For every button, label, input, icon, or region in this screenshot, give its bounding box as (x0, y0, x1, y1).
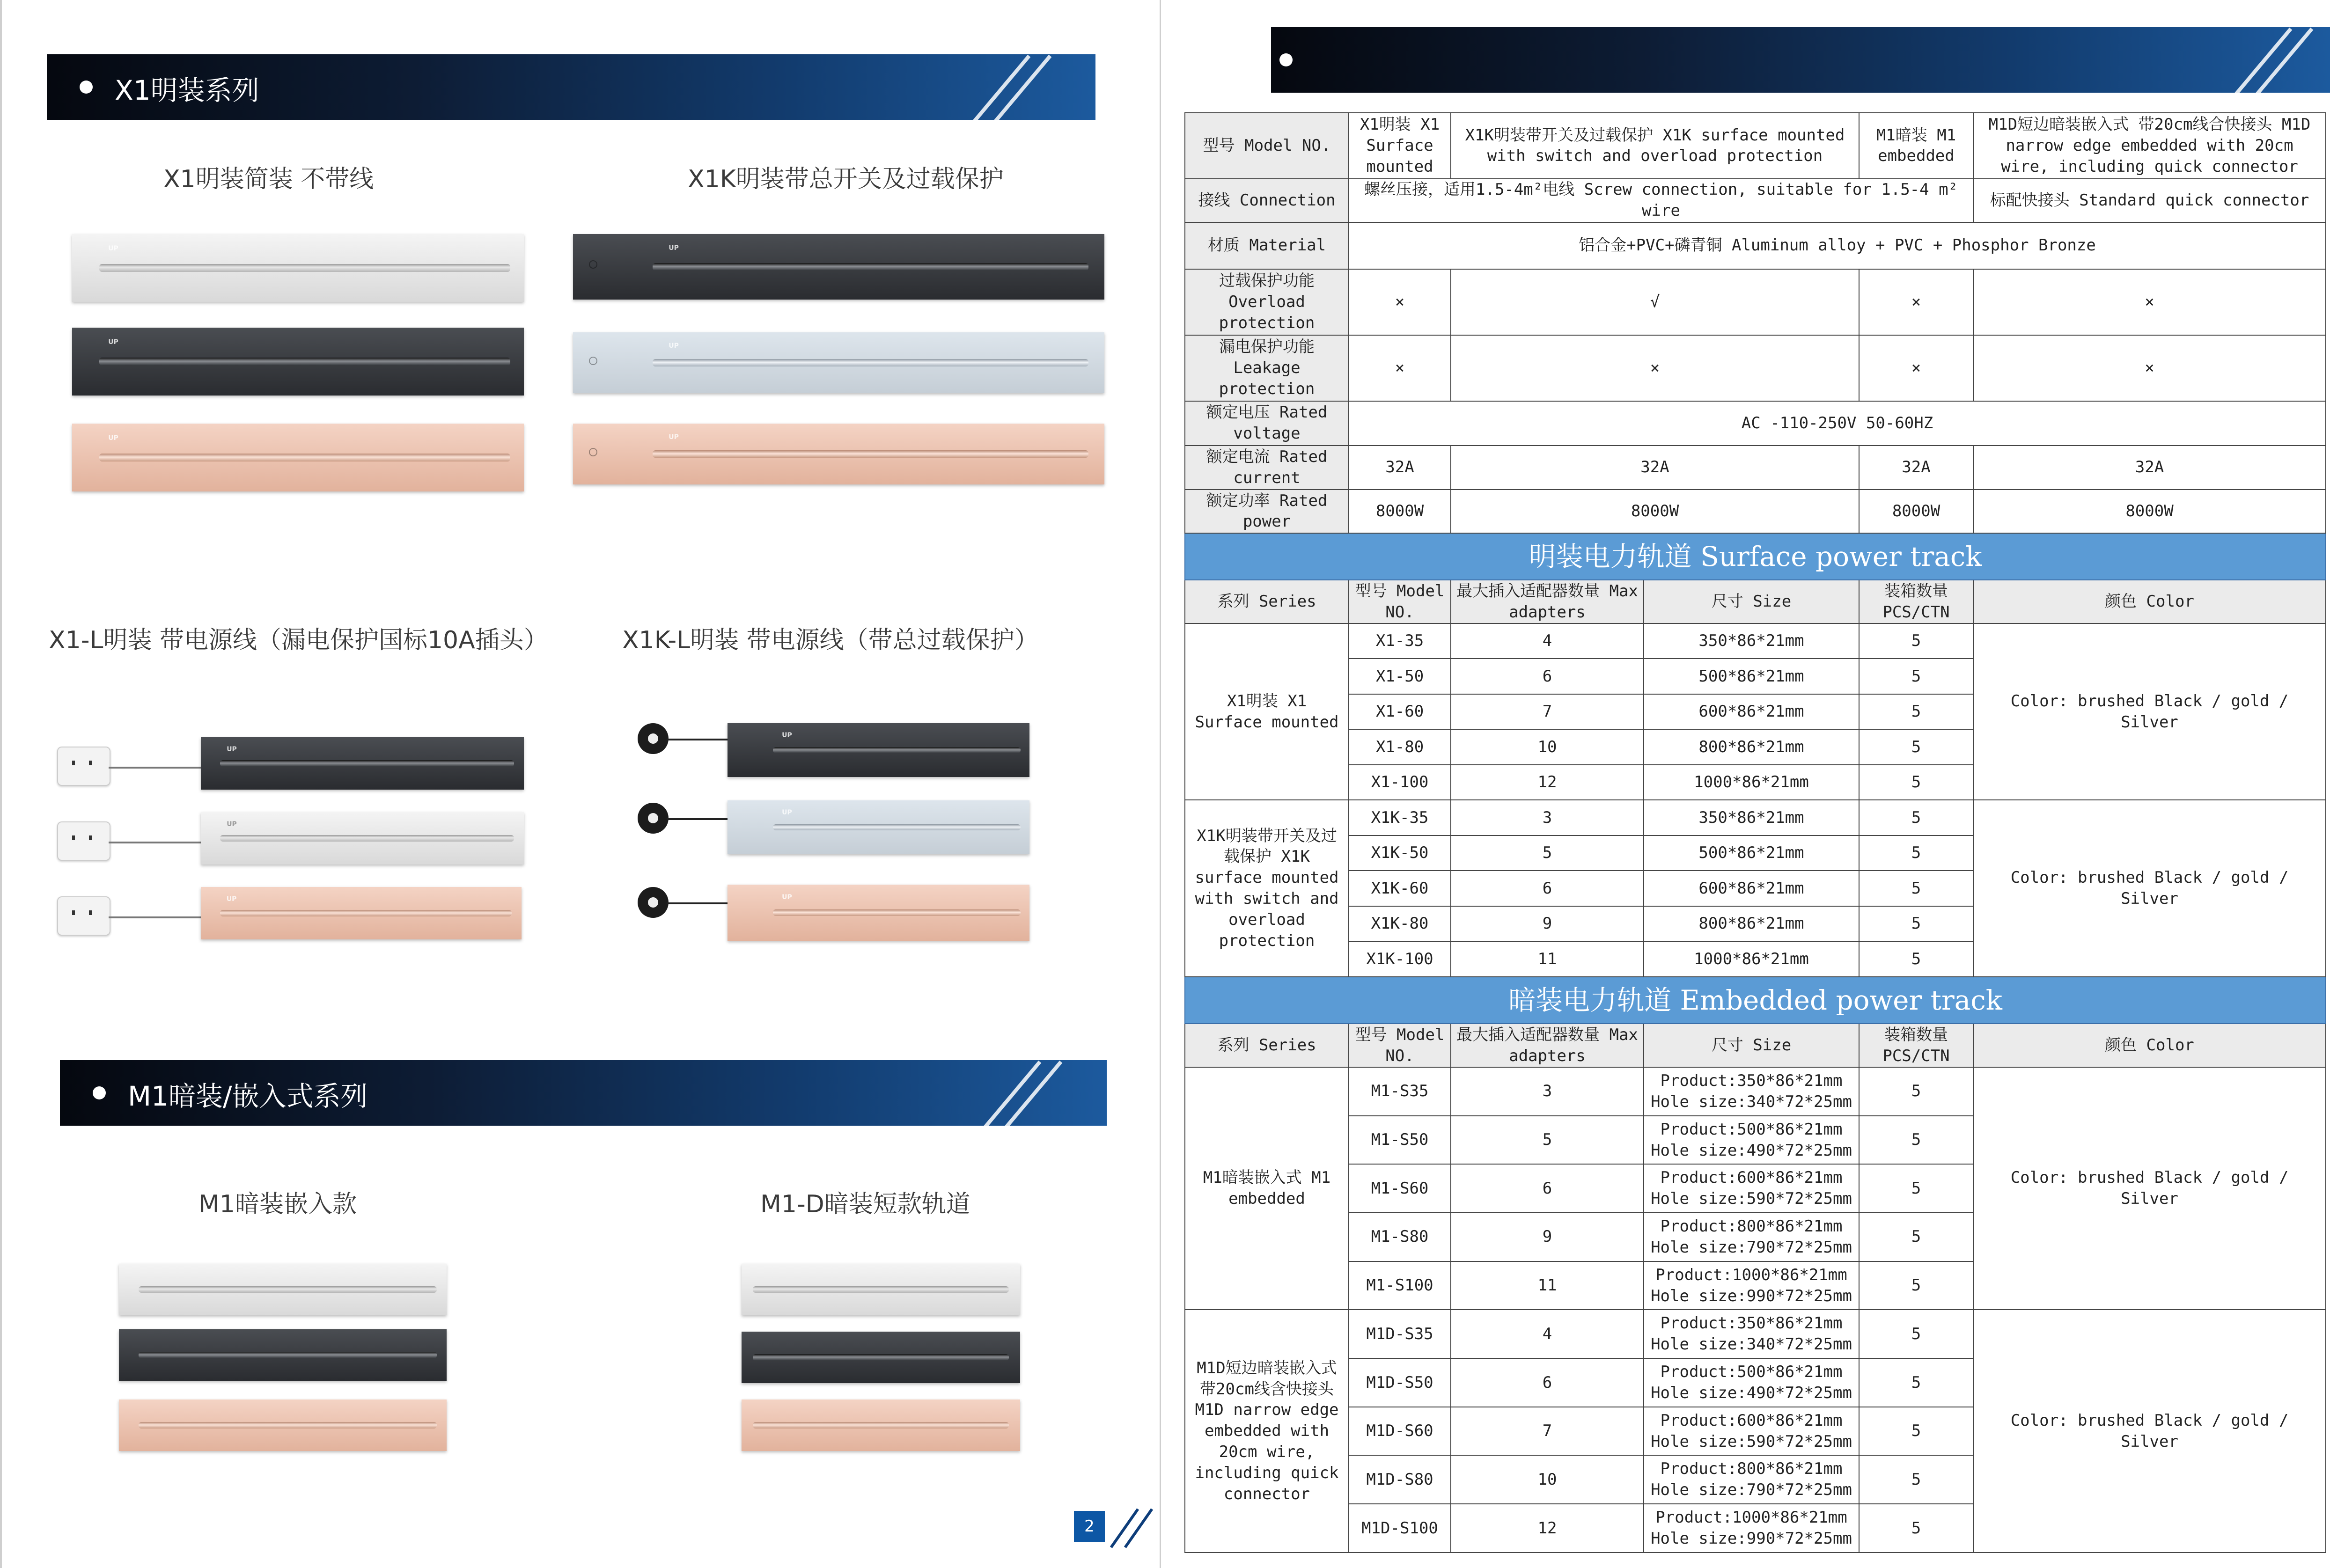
model-cell: X1-80 (1349, 729, 1451, 764)
model-cell: X1K-80 (1349, 906, 1451, 941)
model-cell: X1-35 (1349, 623, 1451, 659)
embedded-section-title: 暗装电力轨道 Embedded power track (1185, 977, 2326, 1024)
color-cell: Color: brushed Black / gold / Silver (1973, 623, 2326, 800)
max-cell: 10 (1451, 1455, 1644, 1504)
col-model: 型号 Model NO. (1349, 1024, 1451, 1067)
pcs-cell: 5 (1859, 729, 1973, 764)
material-value: 铝合金+PVC+磷青铜 Aluminum alloy + PVC + Phosphor Bronze (1349, 222, 2326, 270)
size-cell: 800*86*21mm (1644, 906, 1859, 941)
product-image-m1-black (119, 1329, 447, 1381)
product-image-m1d-black (742, 1332, 1020, 1383)
power-m1d: 8000W (1973, 490, 2326, 533)
hole-size: Hole size:340*72*25mm (1651, 1335, 1852, 1354)
spec-table (1184, 112, 2326, 1553)
overload-m1: × (1859, 269, 1973, 335)
col-size: 尺寸 Size (1644, 580, 1859, 623)
product-size: Product:600*86*21mm (1660, 1168, 1843, 1187)
current-m1d: 32A (1973, 446, 2326, 490)
size-cell: 600*86*21mm (1644, 694, 1859, 729)
pcs-cell: 5 (1859, 1067, 1973, 1116)
product-image-x1kl-silver: UP (728, 800, 1029, 854)
max-cell: 12 (1451, 765, 1644, 800)
m1-column-header: M1暗装 M1 embedded (1859, 113, 1973, 179)
model-cell: M1D-S100 (1349, 1504, 1451, 1553)
current-m1: 32A (1859, 446, 1973, 490)
hole-size: Hole size:340*72*25mm (1651, 1092, 1852, 1111)
current-label: 额定电流 Rated current (1185, 446, 1349, 490)
product-image-x1-gold: UP (72, 424, 524, 491)
max-cell: 4 (1451, 623, 1644, 659)
color-cell: Color: brushed Black / gold / Silver (1973, 1310, 2326, 1553)
col-size: 尺寸 Size (1644, 1024, 1859, 1067)
round-plug-icon (638, 887, 669, 918)
pcs-cell: 5 (1859, 1164, 1973, 1213)
max-cell: 5 (1451, 835, 1644, 871)
hole-size: Hole size:590*72*25mm (1651, 1189, 1852, 1209)
product-size: Product:600*86*21mm (1660, 1411, 1843, 1430)
model-cell: M1-S35 (1349, 1067, 1451, 1116)
max-cell: 9 (1451, 906, 1644, 941)
max-cell: 11 (1451, 941, 1644, 976)
product-image-x1l-black: UP (201, 737, 524, 790)
model-cell: X1-100 (1349, 765, 1451, 800)
product-image-x1l-gold: UP (201, 887, 522, 939)
power-m1: 8000W (1859, 490, 1973, 533)
size-cell (1644, 1310, 1859, 1358)
product-image-x1-silver: UP (72, 234, 524, 302)
series-cell: M1暗装嵌入式 M1 embedded (1185, 1067, 1349, 1310)
product-image-m1d-gold (742, 1399, 1020, 1451)
product-size: Product:1000*86*21mm (1655, 1265, 1847, 1284)
leakage-label: 漏电保护功能 Leakage protection (1185, 335, 1349, 401)
m1-series-banner (60, 1060, 1107, 1126)
pcs-cell: 5 (1859, 659, 1973, 694)
caption-m1d: M1-D暗装短款轨道 (760, 1190, 970, 1218)
pcs-cell: 5 (1859, 694, 1973, 729)
m1-series-title: M1暗装/嵌入式系列 (128, 1080, 368, 1112)
size-cell: 800*86*21mm (1644, 729, 1859, 764)
round-plug-icon (638, 723, 669, 754)
overload-x1: × (1349, 269, 1451, 335)
product-size: Product:350*86*21mm (1660, 1314, 1843, 1333)
bullet-icon (93, 1086, 106, 1099)
max-cell: 4 (1451, 1310, 1644, 1358)
max-cell: 6 (1451, 871, 1644, 906)
spec-banner (1271, 27, 2330, 93)
hole-size: Hole size:790*72*25mm (1651, 1480, 1852, 1500)
overload-label: 过载保护功能 Overload protection (1185, 269, 1349, 335)
hole-size: Hole size:590*72*25mm (1651, 1432, 1852, 1451)
product-image-x1k-gold: UP (573, 424, 1104, 484)
max-cell: 6 (1451, 1358, 1644, 1407)
size-cell: 500*86*21mm (1644, 659, 1859, 694)
max-cell: 7 (1451, 694, 1644, 729)
caption-x1k: X1K明装带总开关及过载保护 (688, 165, 1004, 193)
voltage-value: AC -110-250V 50-60HZ (1349, 401, 2326, 446)
series-cell: X1K明装带开关及过载保护 X1K surface mounted with switch and overload protection (1185, 800, 1349, 976)
size-cell: 1000*86*21mm (1644, 765, 1859, 800)
m1d-column-header: M1D短边暗装嵌入式 带20cm线合快接头 M1D narrow edge embedded with 20cm wire, including quick connector (1973, 113, 2326, 179)
series-cell: X1明装 X1 Surface mounted (1185, 623, 1349, 800)
pcs-cell: 5 (1859, 1310, 1973, 1358)
x1-column-header: X1明装 X1 Surface mounted (1349, 113, 1451, 179)
leakage-x1k: × (1451, 335, 1859, 401)
size-cell (1644, 1261, 1859, 1310)
model-cell: M1-S50 (1349, 1116, 1451, 1165)
color-cell: Color: brushed Black / gold / Silver (1973, 800, 2326, 976)
col-color: 颜色 Color (1973, 580, 2326, 623)
caption-m1: M1暗装嵌入款 (198, 1190, 357, 1218)
bullet-icon (1279, 53, 1293, 66)
product-image-x1kl-black: UP (728, 723, 1029, 777)
caption-x1: X1明装简装 不带线 (163, 165, 374, 193)
overload-m1d: × (1973, 269, 2326, 335)
power-label: 额定功率 Rated power (1185, 490, 1349, 533)
leakage-m1: × (1859, 335, 1973, 401)
model-cell: M1-S100 (1349, 1261, 1451, 1310)
model-cell: X1K-60 (1349, 871, 1451, 906)
pcs-cell: 5 (1859, 835, 1973, 871)
pcs-cell: 5 (1859, 941, 1973, 976)
model-cell: X1-50 (1349, 659, 1451, 694)
hole-size: Hole size:990*72*25mm (1651, 1529, 1852, 1548)
page-number: 2 (1074, 1511, 1105, 1542)
size-cell (1644, 1164, 1859, 1213)
size-cell (1644, 1116, 1859, 1165)
x1-series-title: X1明装系列 (115, 74, 259, 106)
col-pcs: 装箱数量 PCS/CTN (1859, 580, 1973, 623)
product-size: Product:800*86*21mm (1660, 1459, 1843, 1479)
max-cell: 12 (1451, 1504, 1644, 1553)
model-cell: M1D-S80 (1349, 1455, 1451, 1504)
model-cell: M1-S80 (1349, 1213, 1451, 1261)
connection-screw: 螺丝压接，适用1.5-4m²电线 Screw connection, suitable for 1.5-4 m² wire (1349, 179, 1973, 222)
max-cell: 6 (1451, 659, 1644, 694)
size-cell: 1000*86*21mm (1644, 941, 1859, 976)
pcs-cell: 5 (1859, 623, 1973, 659)
product-image-x1k-silver: UP (573, 332, 1104, 393)
col-pcs: 装箱数量 PCS/CTN (1859, 1024, 1973, 1067)
product-image-m1d-silver (742, 1264, 1020, 1315)
leakage-m1d: × (1973, 335, 2326, 401)
hole-size: Hole size:790*72*25mm (1651, 1238, 1852, 1257)
max-cell: 5 (1451, 1116, 1644, 1165)
product-image-x1kl-gold: UP (728, 885, 1029, 941)
plug-icon (57, 896, 110, 936)
pcs-cell: 5 (1859, 1358, 1973, 1407)
product-image-x1k-black: UP (573, 234, 1104, 300)
product-image-m1-gold (119, 1399, 447, 1451)
product-image-x1l-silver: UP (201, 812, 524, 865)
round-plug-icon (638, 803, 669, 834)
size-cell (1644, 1504, 1859, 1553)
model-cell: M1D-S60 (1349, 1407, 1451, 1456)
hole-size: Hole size:490*72*25mm (1651, 1383, 1852, 1402)
pcs-cell: 5 (1859, 1407, 1973, 1456)
power-x1k: 8000W (1451, 490, 1859, 533)
pcs-cell: 5 (1859, 1116, 1973, 1165)
leakage-x1: × (1349, 335, 1451, 401)
col-series: 系列 Series (1185, 580, 1349, 623)
size-cell (1644, 1358, 1859, 1407)
model-no-label: 型号 Model NO. (1185, 113, 1349, 179)
hole-size: Hole size:490*72*25mm (1651, 1141, 1852, 1160)
model-cell: M1D-S35 (1349, 1310, 1451, 1358)
caption-x1l: X1-L明装 带电源线（漏电保护国标10A插头） (49, 626, 548, 654)
model-cell: X1K-50 (1349, 835, 1451, 871)
model-cell: X1-60 (1349, 694, 1451, 729)
model-cell: M1D-S50 (1349, 1358, 1451, 1407)
col-max-adapters: 最大插入适配器数量 Max adapters (1451, 1024, 1644, 1067)
surface-section-title: 明装电力轨道 Surface power track (1185, 533, 2326, 580)
model-cell: X1K-100 (1349, 941, 1451, 976)
product-size: Product:350*86*21mm (1660, 1071, 1843, 1091)
caption-x1kl: X1K-L明装 带电源线（带总过载保护） (622, 626, 1039, 654)
size-cell (1644, 1455, 1859, 1504)
model-cell: M1-S60 (1349, 1164, 1451, 1213)
pcs-cell: 5 (1859, 1261, 1973, 1310)
max-cell: 3 (1451, 800, 1644, 835)
max-cell: 3 (1451, 1067, 1644, 1116)
pcs-cell: 5 (1859, 800, 1973, 835)
size-cell (1644, 1213, 1859, 1261)
product-size: Product:500*86*21mm (1660, 1363, 1843, 1382)
color-cell: Color: brushed Black / gold / Silver (1973, 1067, 2326, 1310)
pcs-cell: 5 (1859, 1504, 1973, 1553)
pcs-cell: 5 (1859, 765, 1973, 800)
max-cell: 11 (1451, 1261, 1644, 1310)
pcs-cell: 5 (1859, 871, 1973, 906)
pcs-cell: 5 (1859, 906, 1973, 941)
x1k-column-header: X1K明装带开关及过载保护 X1K surface mounted with switch and overload protection (1451, 113, 1859, 179)
hole-size: Hole size:990*72*25mm (1651, 1286, 1852, 1305)
col-model: 型号 Model NO. (1349, 580, 1451, 623)
max-cell: 9 (1451, 1213, 1644, 1261)
left-page (0, 0, 1161, 1568)
product-size: Product:500*86*21mm (1660, 1120, 1843, 1139)
overload-x1k: √ (1451, 269, 1859, 335)
size-cell (1644, 1067, 1859, 1116)
max-cell: 6 (1451, 1164, 1644, 1213)
current-x1k: 32A (1451, 446, 1859, 490)
connection-label: 接线 Connection (1185, 179, 1349, 222)
product-size: Product:800*86*21mm (1660, 1217, 1843, 1236)
connection-quick: 标配快接头 Standard quick connector (1973, 179, 2326, 222)
current-x1: 32A (1349, 446, 1451, 490)
max-cell: 7 (1451, 1407, 1644, 1456)
max-cell: 10 (1451, 729, 1644, 764)
plug-icon (57, 747, 110, 786)
voltage-label: 额定电压 Rated voltage (1185, 401, 1349, 446)
col-max-adapters: 最大插入适配器数量 Max adapters (1451, 580, 1644, 623)
size-cell: 350*86*21mm (1644, 800, 1859, 835)
col-color: 颜色 Color (1973, 1024, 2326, 1067)
power-x1: 8000W (1349, 490, 1451, 533)
plug-icon (57, 821, 110, 861)
size-cell: 500*86*21mm (1644, 835, 1859, 871)
bullet-icon (80, 81, 93, 94)
size-cell: 600*86*21mm (1644, 871, 1859, 906)
pcs-cell: 5 (1859, 1455, 1973, 1504)
size-cell: 350*86*21mm (1644, 623, 1859, 659)
series-cell: M1D短边暗装嵌入式 带20cm线含快接头 M1D narrow edge embedded with 20cm wire, including quick connector (1185, 1310, 1349, 1553)
product-size: Product:1000*86*21mm (1655, 1508, 1847, 1527)
material-label: 材质 Material (1185, 222, 1349, 270)
product-image-m1-silver (119, 1264, 447, 1315)
product-image-x1-black: UP (72, 328, 524, 396)
size-cell (1644, 1407, 1859, 1456)
x1-series-banner (47, 54, 1095, 120)
model-cell: X1K-35 (1349, 800, 1451, 835)
col-series: 系列 Series (1185, 1024, 1349, 1067)
pcs-cell: 5 (1859, 1213, 1973, 1261)
